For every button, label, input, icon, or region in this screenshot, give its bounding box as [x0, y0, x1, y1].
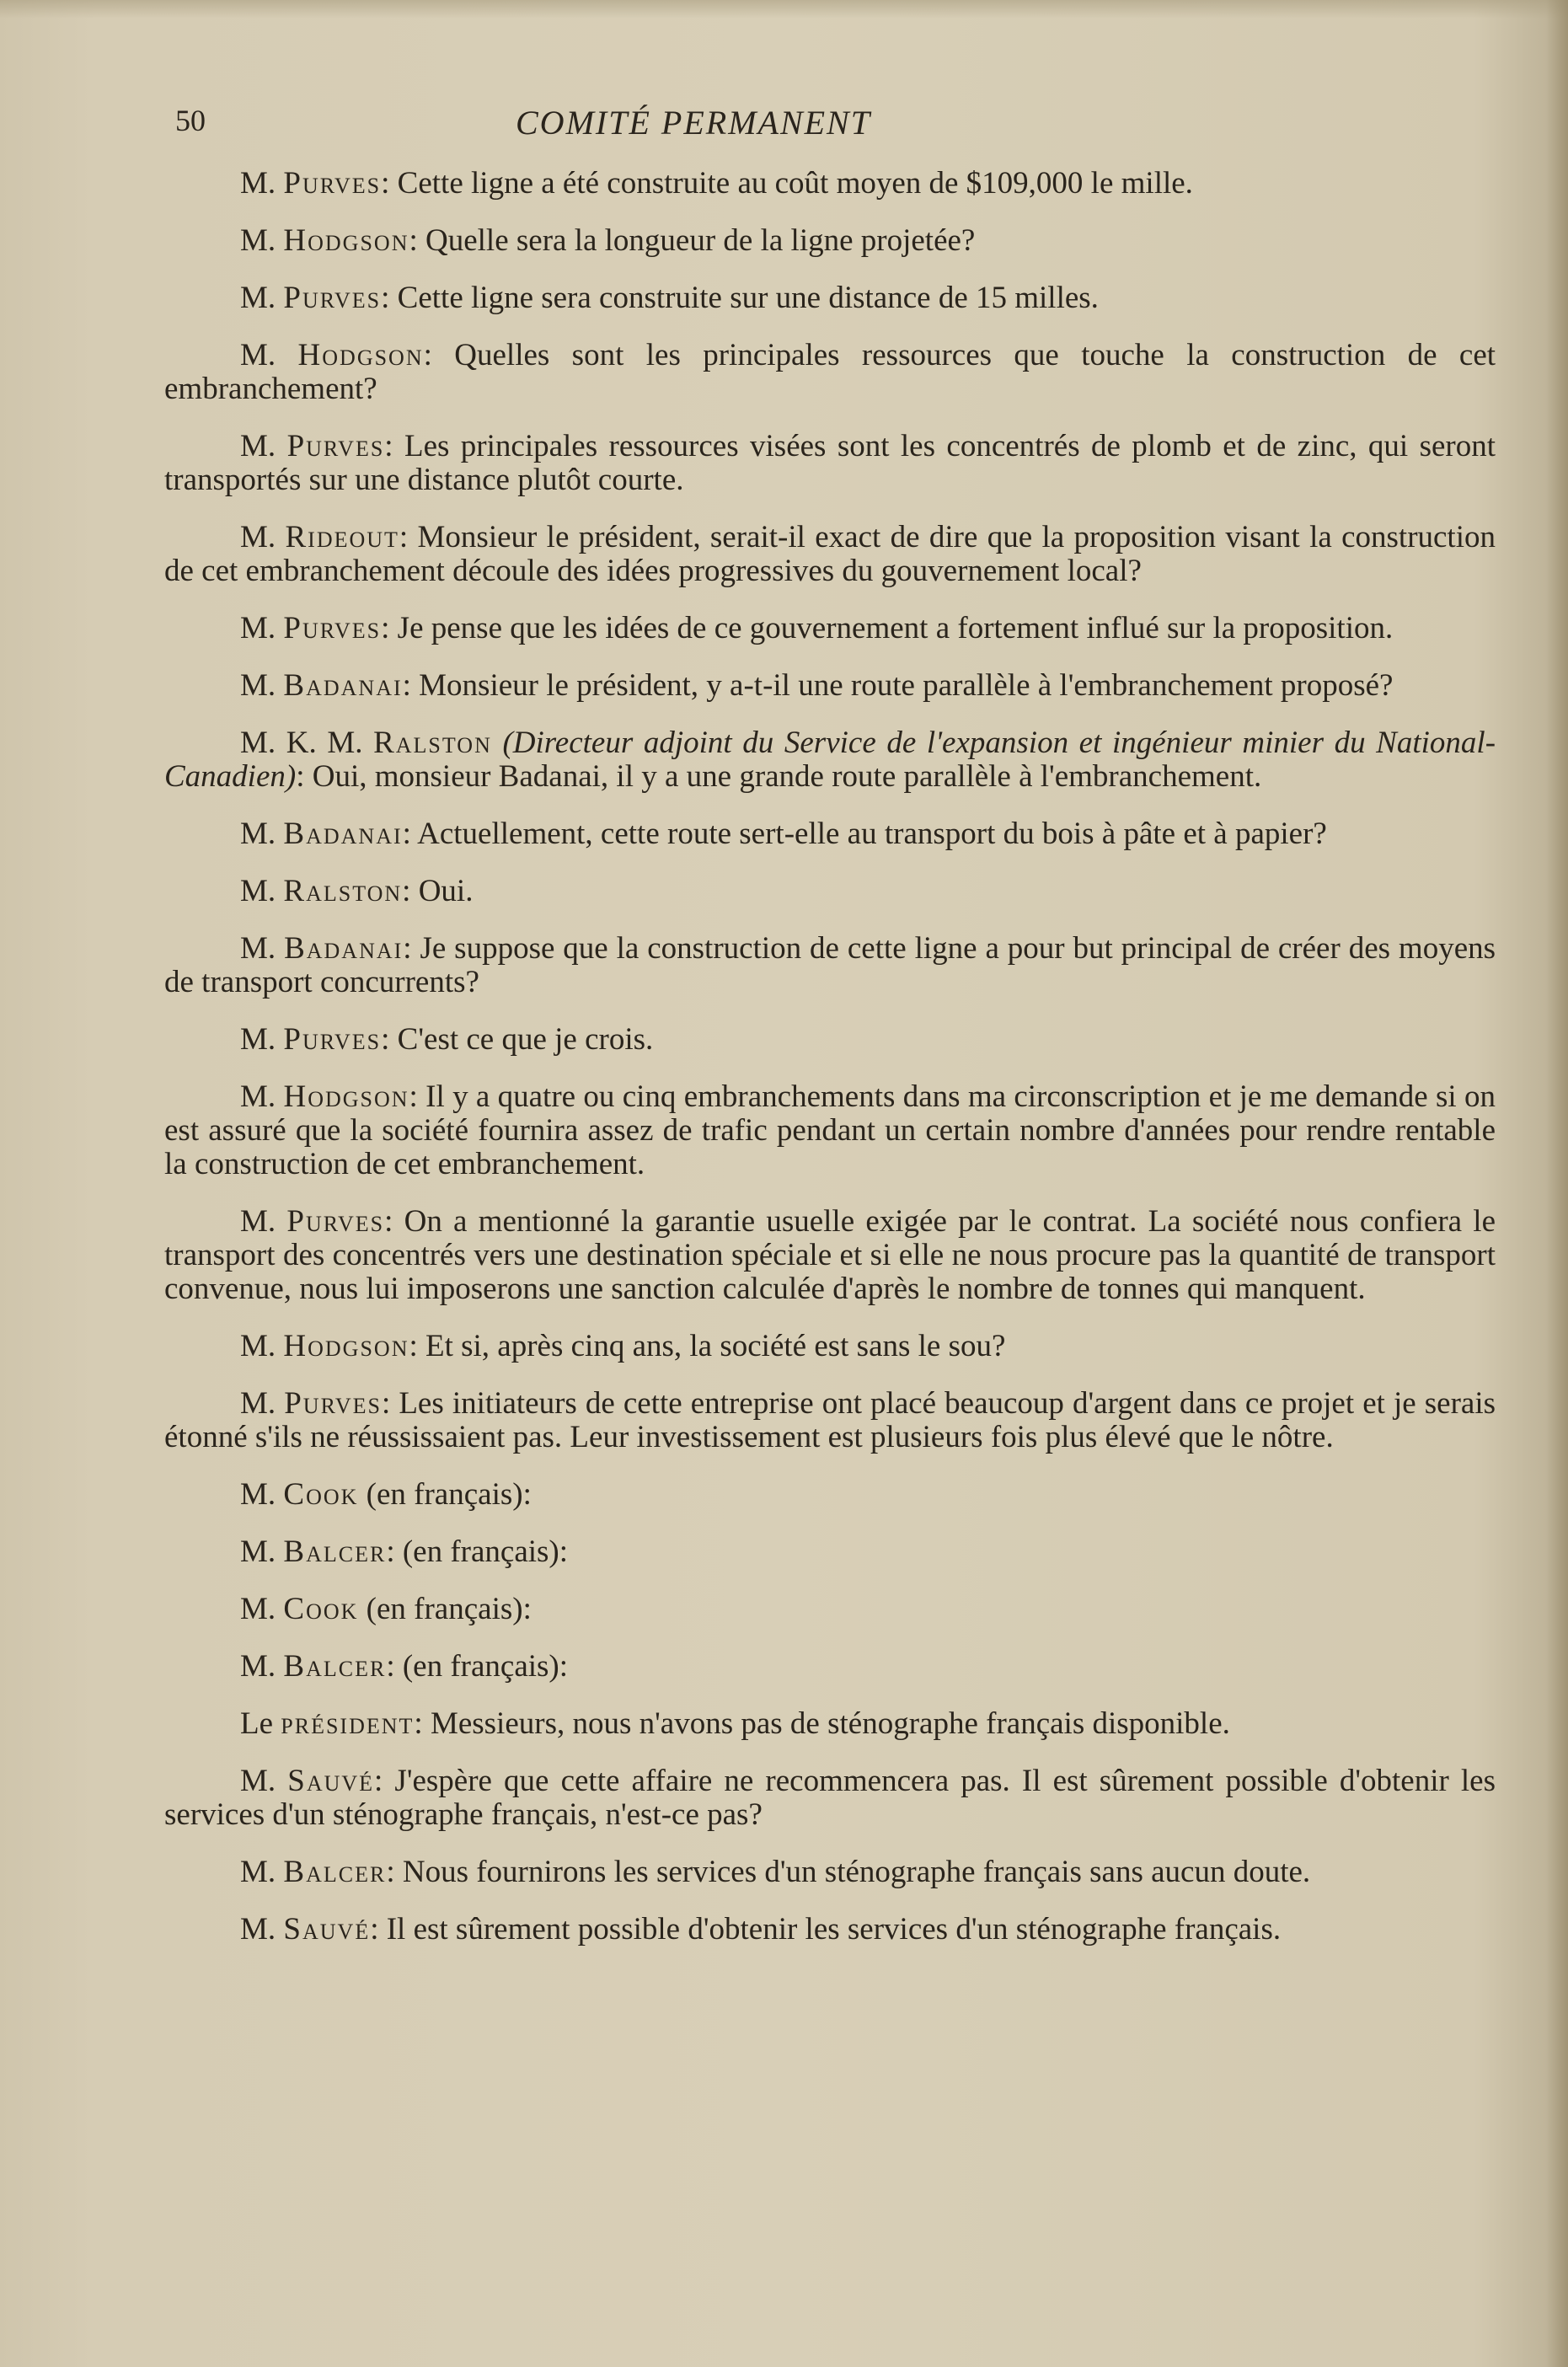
speaker-title: M.	[240, 1534, 276, 1569]
transcript-paragraph: M. Ralston: Oui.	[240, 874, 474, 908]
speech-text: Monsieur le président, y a-t-il une route parallèle à l'embranchement proposé?	[419, 668, 1394, 703]
speech-text: (en français):	[402, 1534, 569, 1569]
running-head: COMITÉ PERMANENT	[516, 104, 871, 142]
speaker-name: Purves	[284, 1386, 382, 1421]
speaker-name: Sauvé	[283, 1912, 371, 1947]
speaker-title: M.	[240, 1477, 276, 1512]
speaker-title: M.	[240, 520, 276, 554]
speaker-name: Balcer	[283, 1649, 387, 1684]
transcript-paragraph: M. Purves: Les initiateurs de cette entreprise ont placé beaucoup d'argent dans ce projet et je serais étonné s'ils ne réussissaient pas. Leur investissement est plusieurs fois plus élevé que le nôtre.	[164, 1386, 1496, 1454]
speaker-title: M.	[240, 1079, 276, 1114]
page-binding-shadow	[1546, 0, 1568, 2367]
transcript-body	[164, 167, 1496, 1970]
speaker-title: M.	[240, 1592, 276, 1626]
speech-text: Oui.	[418, 874, 474, 908]
speaker-name: Purves	[283, 1022, 382, 1057]
transcript-paragraph: M. Hodgson: Quelle sera la longueur de la ligne projetée?	[240, 223, 976, 258]
speaker-title: M.	[240, 1855, 276, 1889]
speaker-name: Ralston	[283, 874, 403, 908]
speaker-name: Badanai	[283, 668, 403, 703]
transcript-paragraph: M. Hodgson: Et si, après cinq ans, la société est sans le sou?	[240, 1329, 1006, 1363]
speech-text: Cette ligne sera construite sur une distance de 15 milles.	[397, 281, 1099, 315]
speaker-name: Rideout	[285, 520, 399, 554]
speaker-title: M.	[240, 874, 276, 908]
speech-text: Messieurs, nous n'avons pas de sténographe français disponible.	[430, 1706, 1230, 1741]
transcript-paragraph: M. Hodgson: Quelles sont les principales ressources que touche la construction de cet embranchement?	[164, 338, 1496, 406]
speaker-title: Le	[240, 1706, 274, 1741]
speaker-name: Hodgson	[283, 223, 409, 258]
transcript-paragraph: M. Hodgson: Il y a quatre ou cinq embranchements dans ma circonscription et je me demande si on est assuré que la société fournira assez de trafic pendant un certain nombre d'années pour rendre rentable la construction de cet embranchement.	[164, 1079, 1496, 1181]
speaker-title: M.	[240, 1329, 276, 1363]
speaker-name: président	[281, 1706, 415, 1741]
speech-text: : Oui, monsieur Badanai, il y a une grande route parallèle à l'embranchement.	[296, 759, 1262, 794]
speech-text: Les initiateurs de cette entreprise ont placé beaucoup d'argent dans ce projet et je serais étonné s'ils ne réussissaient pas. Leur investissement est plusieurs fois plus élevé que le nôtre.	[164, 1386, 1496, 1454]
speech-text: Et si, après cinq ans, la société est sans le sou?	[425, 1329, 1006, 1363]
speaker-name: Ralston	[373, 726, 492, 760]
speaker-title: M.	[240, 338, 276, 372]
speaker-name: Balcer	[283, 1855, 387, 1889]
speech-text: Quelles sont les principales ressources que touche la construction de cet embranchement?	[164, 338, 1496, 406]
speaker-title: M.	[240, 281, 276, 315]
speaker-title: M.	[240, 668, 276, 703]
speech-text: Monsieur le président, serait-il exact de dire que la proposition visant la construction de cet embranchement découle des idées progressives du gouvernement local?	[164, 520, 1496, 588]
speaker-name: Hodgson	[283, 1329, 409, 1363]
speaker-title: M.	[240, 1649, 276, 1684]
transcript-paragraph: M. Sauvé: J'espère que cette affaire ne recommencera pas. Il est sûrement possible d'obtenir les services d'un sténographe français, n'est-ce pas?	[164, 1764, 1496, 1832]
speaker-name: Purves	[286, 429, 385, 463]
speaker-title: M.	[240, 1764, 276, 1798]
transcript-paragraph: M. Sauvé: Il est sûrement possible d'obtenir les services d'un sténographe français.	[240, 1912, 1282, 1947]
transcript-paragraph: M. Badanai: Monsieur le président, y a-t-il une route parallèle à l'embranchement proposé?	[240, 668, 1394, 703]
speech-text: Il est sûrement possible d'obtenir les services d'un sténographe français.	[386, 1912, 1282, 1947]
transcript-paragraph	[164, 726, 1496, 794]
speaker-name: Hodgson	[283, 1079, 409, 1114]
speaker-name: Sauvé	[287, 1764, 375, 1798]
transcript-paragraph: M. Balcer: (en français):	[240, 1534, 569, 1569]
speaker-name: Hodgson	[297, 338, 424, 372]
speaker-title: M.	[240, 1912, 276, 1947]
speaker-name: Balcer	[283, 1534, 387, 1569]
speech-text: (en français):	[366, 1592, 532, 1626]
speaker-title: M.	[240, 1386, 276, 1421]
speech-text: (en français):	[366, 1477, 532, 1512]
page-top-shadow	[0, 0, 1568, 19]
speaker-title: M.	[240, 611, 276, 645]
transcript-paragraph: M. Badanai: Actuellement, cette route sert-elle au transport du bois à pâte et à papier?	[240, 817, 1327, 851]
speaker-name: Cook	[283, 1592, 359, 1626]
speaker-title: M.	[240, 1022, 276, 1057]
transcript-paragraph: M. Purves: Cette ligne sera construite sur une distance de 15 milles.	[240, 281, 1099, 315]
transcript-paragraph: M. Balcer: (en français):	[240, 1649, 569, 1684]
transcript-paragraph	[164, 1593, 1496, 1626]
transcript-paragraph: M. Purves: Cette ligne a été construite au coût moyen de $109,000 le mille.	[240, 166, 1193, 201]
speaker-name: Purves	[283, 611, 382, 645]
speaker-role: (Directeur adjoint du Service de l'expansion et ingénieur minier du National-Canadien)	[164, 726, 1496, 794]
speaker-title: M.	[240, 223, 276, 258]
speech-text: J'espère que cette affaire ne recommencera pas. Il est sûrement possible d'obtenir les services d'un sténographe français, n'est-ce pas?	[164, 1764, 1496, 1832]
transcript-paragraph: M. Purves: Les principales ressources visées sont les concentrés de plomb et de zinc, qui seront transportés sur une distance plutôt courte.	[164, 429, 1496, 497]
speech-text: Il y a quatre ou cinq embranchements dans ma circonscription et je me demande si on est assuré que la société fournira assez de trafic pendant un certain nombre d'années pour rendre rentable la construction de cet embranchement.	[164, 1079, 1496, 1181]
speaker-name: Cook	[283, 1477, 359, 1512]
transcript-paragraph: M. Purves: On a mentionné la garantie usuelle exigée par le contrat. La société nous confiera le transport des concentrés vers une destination spéciale et si elle ne nous procure pas la quantité de transport convenue, nous lui imposerons une sanction calculée d'après le nombre de tonnes qui manquent.	[164, 1204, 1496, 1306]
page-number: 50	[175, 104, 206, 137]
transcript-paragraph: Le président: Messieurs, nous n'avons pas de sténographe français disponible.	[240, 1706, 1230, 1741]
speaker-title: M.	[240, 166, 276, 201]
speaker-name: Purves	[283, 281, 382, 315]
speech-text: Les principales ressources visées sont les concentrés de plomb et de zinc, qui seront transportés sur une distance plutôt courte.	[164, 429, 1496, 497]
speaker-title: M.	[240, 931, 276, 966]
transcript-paragraph: M. Balcer: Nous fournirons les services d'un sténographe français sans aucun doute.	[240, 1855, 1311, 1889]
speaker-title: M.	[240, 1204, 276, 1239]
speaker-name: Purves	[283, 166, 382, 201]
speech-text: Nous fournirons les services d'un sténographe français sans aucun doute.	[402, 1855, 1311, 1889]
speaker-title: M. K. M.	[240, 726, 363, 760]
speech-text: Actuellement, cette route sert-elle au transport du bois à pâte et à papier?	[417, 817, 1327, 851]
speaker-name: Badanai	[284, 931, 404, 966]
speech-text: Cette ligne a été construite au coût moyen de $109,000 le mille.	[397, 166, 1193, 201]
speech-text: Je suppose que la construction de cette ligne a pour but principal de créer des moyens de transport concurrents?	[164, 931, 1496, 999]
speaker-name: Purves	[286, 1204, 385, 1239]
speaker-name: Badanai	[283, 817, 403, 851]
speech-text: Je pense que les idées de ce gouvernement a fortement influé sur la proposition.	[397, 611, 1394, 645]
page-header	[175, 99, 1490, 150]
speaker-title: M.	[240, 817, 276, 851]
speech-text: C'est ce que je crois.	[397, 1022, 654, 1057]
speech-text: (en français):	[402, 1649, 569, 1684]
transcript-paragraph	[164, 1478, 1496, 1512]
speech-text: Quelle sera la longueur de la ligne projetée?	[425, 223, 976, 258]
transcript-paragraph: M. Purves: C'est ce que je crois.	[240, 1022, 654, 1057]
speaker-title: M.	[240, 429, 276, 463]
transcript-paragraph: M. Rideout: Monsieur le président, serait-il exact de dire que la proposition visant la construction de cet embranchement découle des idées progressives du gouvernement local?	[164, 520, 1496, 588]
transcript-paragraph: M. Purves: Je pense que les idées de ce gouvernement a fortement influé sur la proposition.	[240, 611, 1394, 645]
speech-text: On a mentionné la garantie usuelle exigée par le contrat. La société nous confiera le transport des concentrés vers une destination spéciale et si elle ne nous procure pas la quantité de transport convenue, nous lui imposerons une sanction calculée d'après le nombre de tonnes qui manquent.	[164, 1204, 1496, 1306]
transcript-paragraph: M. Badanai: Je suppose que la construction de cette ligne a pour but principal de créer des moyens de transport concurrents?	[164, 931, 1496, 999]
